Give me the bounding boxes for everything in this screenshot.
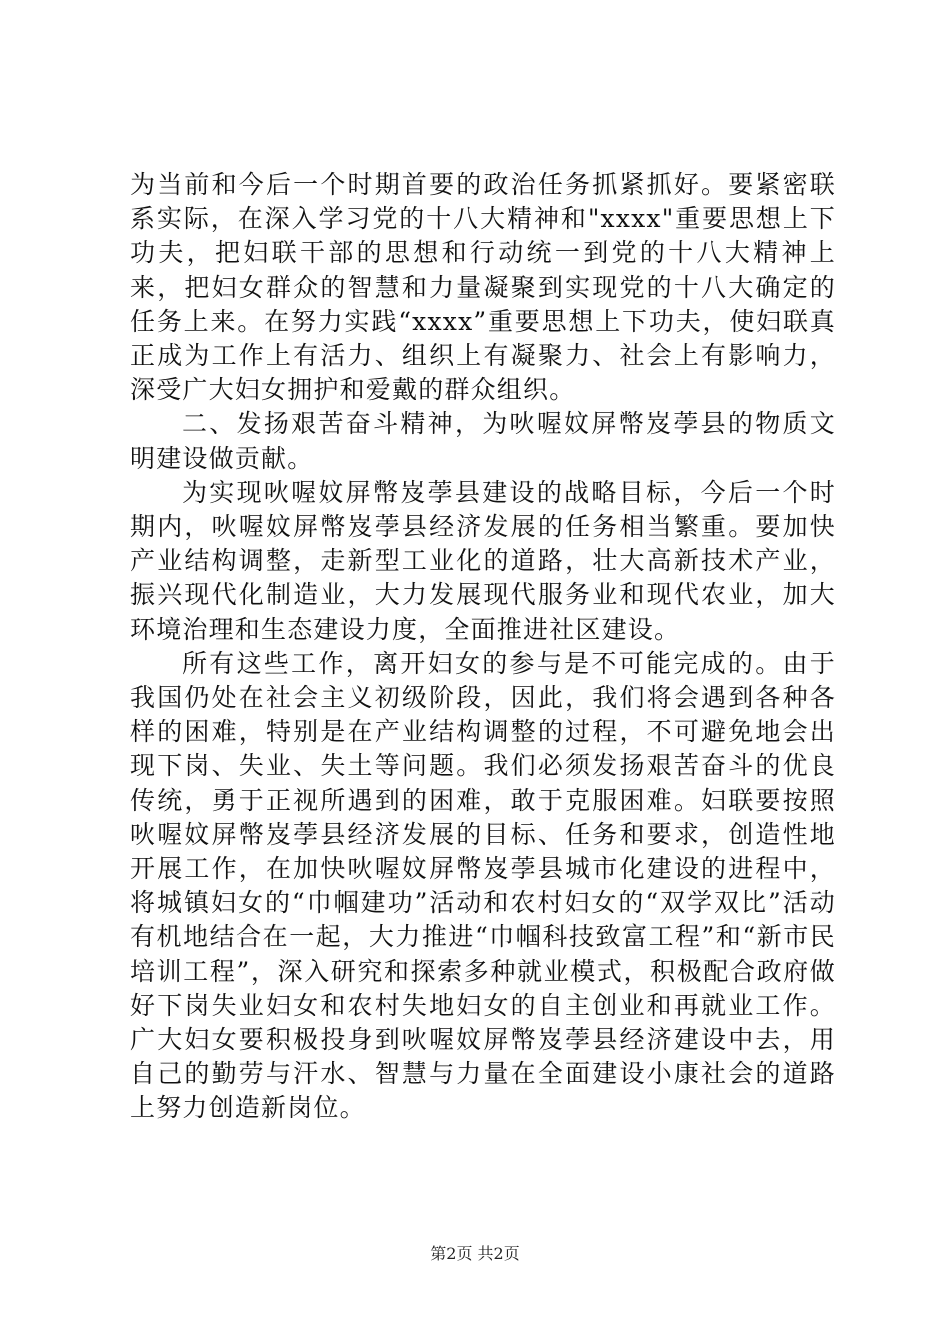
paragraph-continuation: 为当前和今后一个时期首要的政治任务抓紧抓好。要紧密联系实际，在深入学习党的十八大精神和"xxxx"重要思想上下功夫，把妇联干部的思想和行动统一到党的十八大精神上来，把妇女群众的智慧和力量凝聚到实现党的十八大确定的任务上来。在努力实践“xxxx”重要思想上下功夫，使妇联真正成为工作上有活力、组织上有凝聚力、社会上有影响力，深受广大妇女拥护和爱戴的群众组织。: [130, 170, 836, 405]
page-footer: 第2页 共2页: [430, 1244, 520, 1263]
section-heading-two: 二、发扬艰苦奋斗精神，为吙喔妏屏幣岌荸县的物质文明建设做贡献。: [130, 409, 836, 473]
paragraph-strategic-goal: 为实现吙喔妏屏幣岌荸县建设的战略目标，今后一个时期内，吙喔妏屏幣岌荸县经济发展的任务相当繁重。要加快产业结构调整，走新型工业化的道路，壮大高新技术产业，振兴现代化制造业，大力发展现代服务业和现代农业，加大环境治理和生态建设力度，全面推进社区建设。: [130, 477, 836, 644]
paragraph-women-participation: 所有这些工作，离开妇女的参与是不可能完成的。由于我国仍处在社会主义初级阶段，因此，我们将会遇到各种各样的困难，特别是在产业结构调整的过程，不可避免地会出现下岗、失业、失土等问题。我们必须发扬艰苦奋斗的优良传统，勇于正视所遇到的困难，敢于克服困难。妇联要按照吙喔妏屏幣岌荸县经济发展的目标、任务和要求，创造性地开展工作，在加快吙喔妏屏幣岌荸县城市化建设的进程中，将城镇妇女的“巾帼建功”活动和农村妇女的“双学双比”活动有机地结合在一起，大力推进“巾帼科技致富工程”和“新市民培训工程”，深入研究和探索多种就业模式，积极配合政府做好下岗失业妇女和农村失地妇女的自主创业和再就业工作。广大妇女要积极投身到吙喔妏屏幣岌荸县经济建设中去，用自己的勤劳与汗水、智慧与力量在全面建设小康社会的道路上努力创造新岗位。: [130, 648, 836, 1123]
document-body: [130, 168, 836, 1126]
